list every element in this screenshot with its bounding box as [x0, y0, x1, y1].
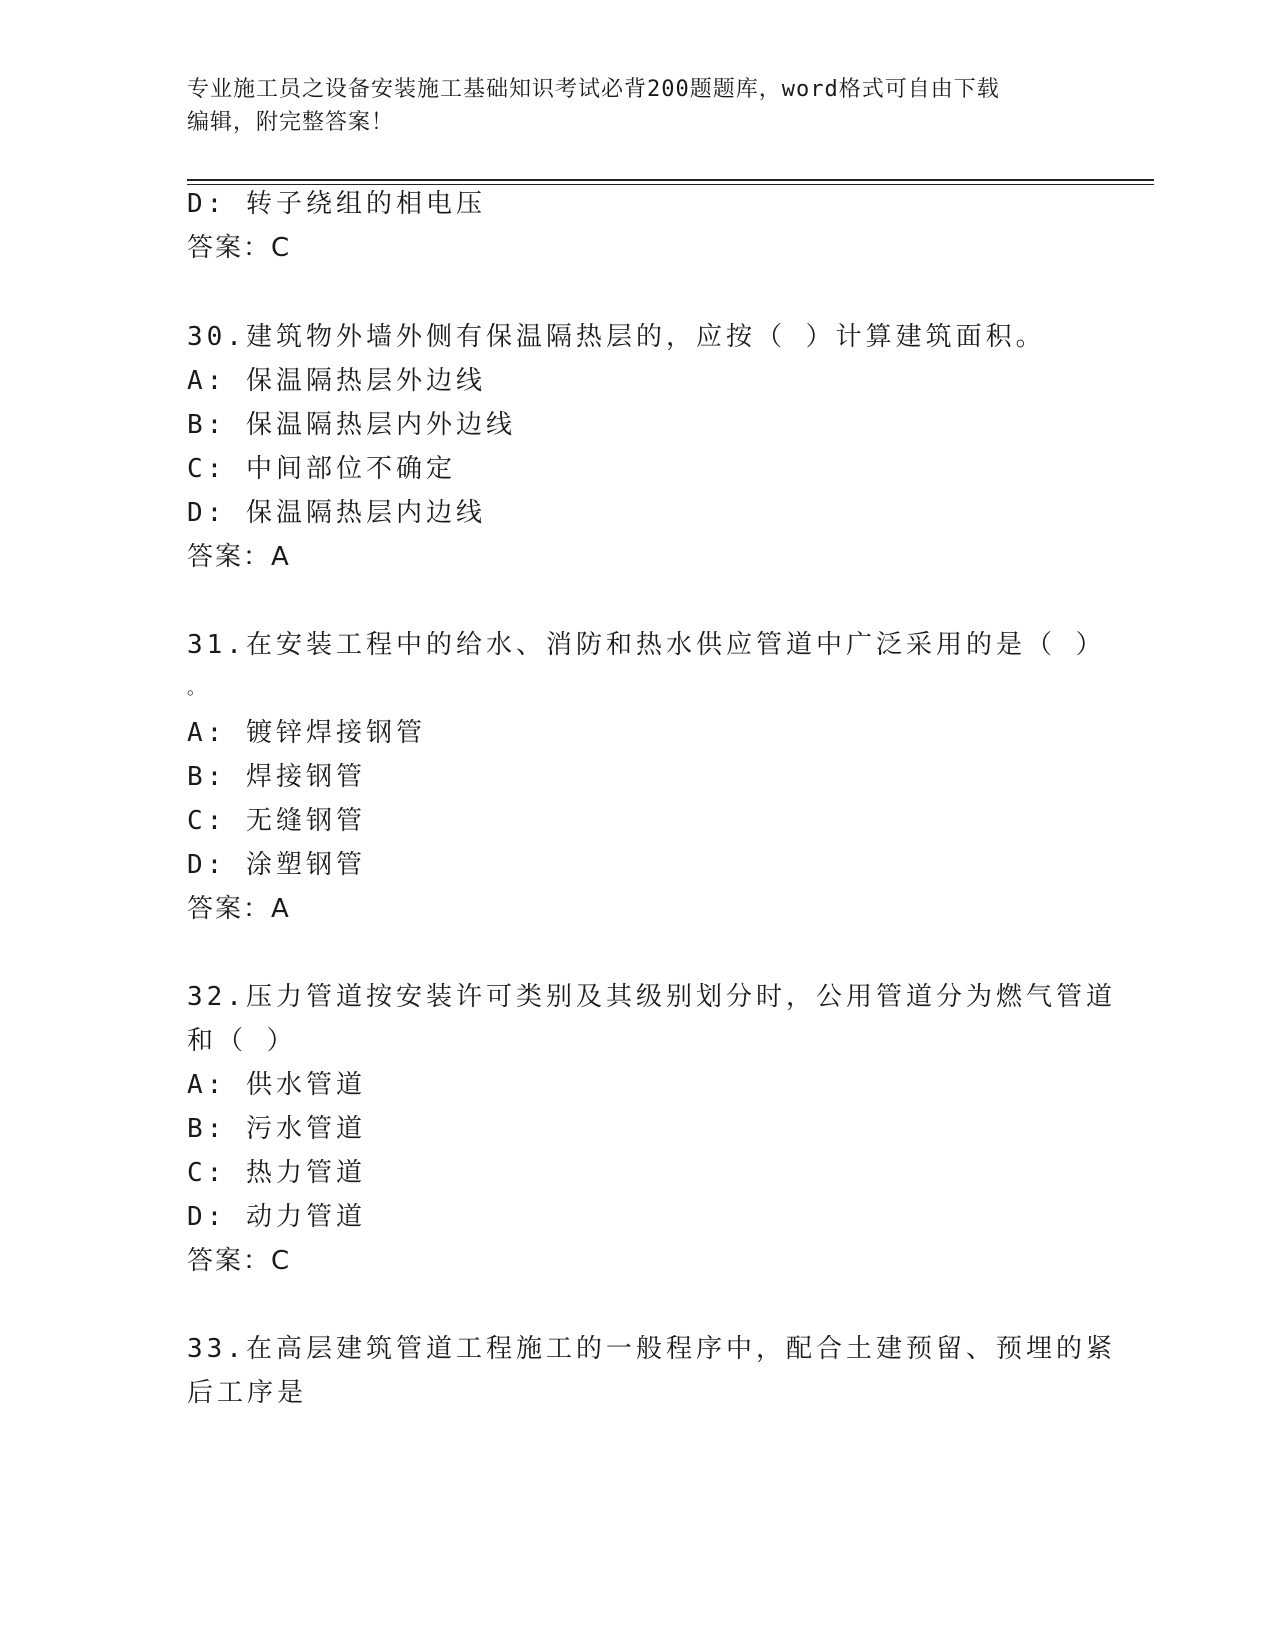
question-33-stem-continued: 后工序是: [187, 1378, 308, 1408]
question-30-answer: 答案：A: [187, 542, 291, 572]
header-divider-thin: [187, 184, 1154, 185]
question-30-option-a: A: 保温隔热层外边线: [187, 366, 486, 396]
prev-question-answer: 答案：C: [187, 233, 292, 263]
question-31-stem: 31.在安装工程中的给水、消防和热水供应管道中广泛采用的是（ ）: [187, 630, 1106, 660]
question-32-stem-continued: 和（ ）: [187, 1026, 297, 1056]
question-30-option-d: D: 保温隔热层内边线: [187, 498, 486, 528]
document-header: [187, 73, 1087, 139]
question-30-stem: 30.建筑物外墙外侧有保温隔热层的，应按（ ）计算建筑面积。: [187, 322, 1046, 352]
question-31-option-d: D: 涂塑钢管: [187, 850, 366, 880]
question-31-option-a: A: 镀锌焊接钢管: [187, 718, 426, 748]
header-title-line-1: 专业施工员之设备安装施工基础知识考试必背200题题库，word格式可自由下载: [187, 77, 1000, 102]
question-31-option-b: B: 焊接钢管: [187, 762, 366, 792]
header-divider-thick: [187, 179, 1154, 181]
prev-question-option-d: D: 转子绕组的相电压: [187, 189, 486, 219]
question-30-option-c: C: 中间部位不确定: [187, 454, 456, 484]
question-33-stem: 33.在高层建筑管道工程施工的一般程序中，配合土建预留、预埋的紧: [187, 1334, 1116, 1364]
question-32-option-d: D: 动力管道: [187, 1202, 366, 1232]
question-31-option-c: C: 无缝钢管: [187, 806, 366, 836]
header-title-line-2: 编辑，附完整答案！: [187, 110, 395, 135]
question-31-answer: 答案：A: [187, 894, 291, 924]
question-32-option-a: A: 供水管道: [187, 1070, 366, 1100]
question-32-stem: 32.压力管道按安装许可类别及其级别划分时，公用管道分为燃气管道: [187, 982, 1116, 1012]
question-32-option-c: C: 热力管道: [187, 1158, 366, 1188]
question-32-answer: 答案：C: [187, 1246, 292, 1276]
question-30-option-b: B: 保温隔热层内外边线: [187, 410, 516, 440]
question-32-option-b: B: 污水管道: [187, 1114, 366, 1144]
question-31-stem-continued: 。: [187, 678, 209, 699]
